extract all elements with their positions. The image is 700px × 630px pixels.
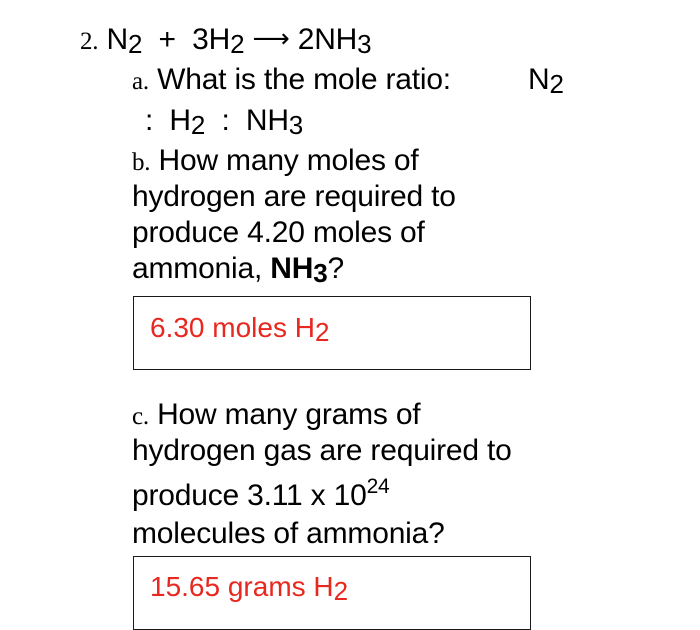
part-b-letter: b.: [132, 149, 151, 176]
part-b-line-1: b. How many moles of: [132, 144, 419, 177]
product-nh3: 2NH3: [297, 23, 372, 59]
part-a-text: What is the mole ratio:: [157, 63, 451, 96]
answer-box-b: [133, 296, 531, 370]
part-b-line-3: produce 4.20 moles of: [132, 216, 425, 249]
answer-box-c: [133, 556, 531, 630]
part-a-question: [132, 62, 451, 100]
part-c-line-1: c. How many grams of: [132, 398, 421, 431]
part-a-letter: a.: [132, 68, 149, 95]
question-number: 2.: [80, 28, 99, 55]
plus-sign: +: [158, 23, 176, 56]
ratio-colon-2: :: [221, 104, 230, 137]
ratio-colon-1: :: [145, 104, 154, 137]
reactant-n2: N2: [106, 23, 143, 59]
part-c-line-2: hydrogen gas are required to: [132, 434, 512, 467]
equation-line: [80, 22, 371, 60]
ratio-nh3: NH3: [245, 104, 304, 140]
part-b-line-2: hydrogen are required to: [132, 180, 456, 213]
reaction-arrow: ⟶: [252, 23, 290, 53]
ammonia-formula: NH3: [270, 252, 328, 288]
exponent: 24: [366, 475, 390, 498]
answer-b: 6.30 moles H2: [150, 312, 330, 347]
ratio-n2: N2: [528, 63, 564, 99]
part-c-line-3: produce 3.11 x $10^{24}$: [132, 475, 390, 512]
ratio-line: [145, 103, 303, 139]
ratio-h2: H2: [169, 104, 206, 140]
part-b-line-4: ammonia, NH3?: [132, 252, 344, 288]
part-c-letter: c.: [132, 403, 149, 430]
part-c-line-4: molecules of ammonia?: [132, 517, 445, 550]
reactant-h2: 3H2: [192, 23, 245, 59]
answer-c: 15.65 grams H2: [150, 571, 349, 606]
